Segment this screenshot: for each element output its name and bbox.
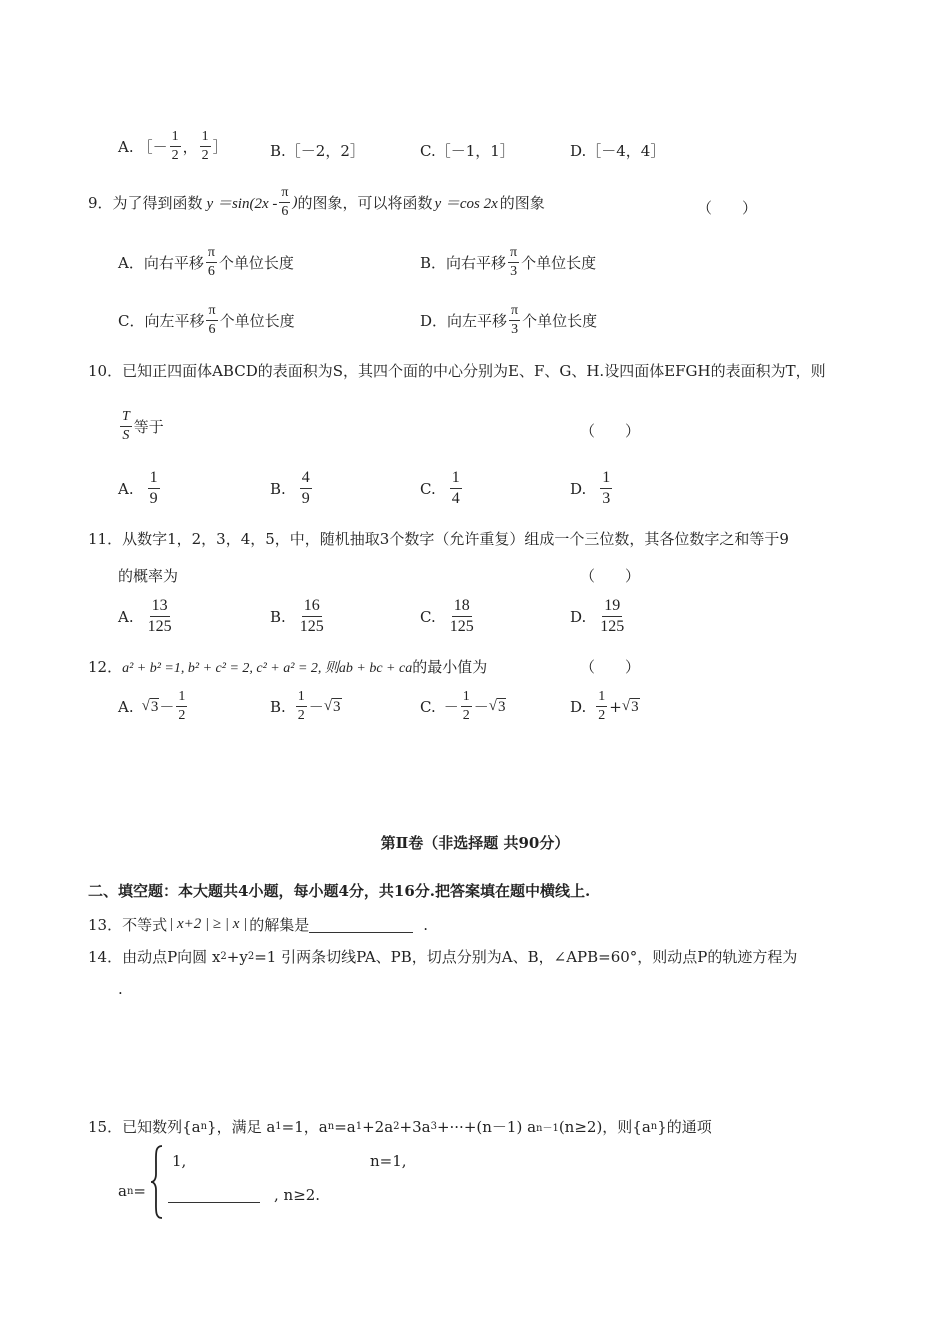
q13-stem: 13．不等式 | x+2 | ≥ | x | 的解集是 . (88, 915, 429, 934)
q9-stem: 9．为了得到函数 y ＝sin(2x - $\frac{\pi}{6}$ ) 的图象，可以将函数 y ＝cos 2x 的图象 (88, 185, 545, 219)
q11-stem-cont: 的概率为 (118, 567, 179, 585)
q10-stem: 10．已知正四面体ABCD的表面积为S，其四个面的中心分别为E、F、G、H.设四面体EFGH的表面积为T，则 (88, 362, 826, 380)
q15-stem: 15．已知数列{a n }，满足 a 1 =1，a n =a 1 +2a 2 +3a 3 +···+(n－1) a n－1 (n≥2)，则{a n }的通项 (88, 1117, 712, 1136)
section-heading: 二、填空题：本大题共4小题，每小题4分，共16分.把答案填在题中横线上. (88, 882, 591, 900)
q8-option-c: C.［－1，1］ (420, 142, 515, 160)
sqrt-icon: √ 3 (141, 698, 159, 715)
q11-option-c: C. $\frac{18}{125}$ (420, 597, 474, 635)
q11-stem: 11．从数字1，2，3，4，5，中，随机抽取3个数字（允许重复）组成一个三位数，其各位数字之和等于9 (88, 530, 789, 548)
q9-option-c: C．向左平移 $\frac{\pi}{6}$ 个单位长度 (118, 303, 295, 337)
q8-a-frac2: $\frac{1}{2}$ (201, 129, 209, 163)
q9-d-frac: $\frac{\pi}{3}$ (511, 303, 519, 337)
q13-answer-blank[interactable] (309, 916, 413, 933)
q10-stem-cont: $\frac{T}{S}$ 等于 (122, 409, 164, 443)
q11-option-d: D. $\frac{19}{125}$ (570, 597, 625, 635)
q9-b-frac: $\frac{\pi}{3}$ (510, 245, 518, 279)
q15-case2: , n≥2. (168, 1186, 320, 1204)
q12-answer-paren: （ ） (580, 658, 641, 676)
q9-option-d: D．向左平移 $\frac{\pi}{3}$ 个单位长度 (420, 303, 598, 337)
q12-option-d: D. $\frac{1}{2}$ + √ 3 (570, 689, 639, 723)
q9-answer-paren: （ ） (697, 199, 758, 217)
q8-option-a: A. ［－ $\frac{1}{2}$ ， $\frac{1}{2}$ ］ (118, 129, 228, 163)
q15-answer-blank[interactable] (168, 1188, 260, 1203)
q9-option-a: A．向右平移 $\frac{\pi}{6}$ 个单位长度 (118, 245, 294, 279)
q8-a-frac1: $\frac{1}{2}$ (171, 129, 179, 163)
section-title: 第Ⅱ卷（非选择题 共90分） (380, 834, 570, 852)
q14-stem: 14．由动点P向圆 x 2 +y 2 =1 引两条切线PA、PB，切点分别为A、B，∠APB=60°，则动点P的轨迹方程为 (88, 947, 798, 966)
q9-option-b: B．向右平移 $\frac{\pi}{3}$ 个单位长度 (420, 245, 597, 279)
q8-option-b: B.［－2，2］ (270, 142, 365, 160)
sqrt-icon: √ 3 (488, 698, 506, 715)
q12-option-b: B. $\frac{1}{2}$ － √ 3 (270, 689, 341, 723)
q12-option-c: C. － $\frac{1}{2}$ － √ 3 (420, 689, 506, 723)
q9-stem-frac: $\frac{\pi}{6}$ (281, 185, 289, 219)
q12-stem: 12． a² + b² =1, b² + c² = 2, c² + a² = 2, 则ab + bc + ca 的最小值为 (88, 658, 488, 676)
q10-option-a: A. $\frac{1}{9}$ (118, 469, 158, 507)
sqrt-icon: √ 3 (323, 698, 341, 715)
q14-end: . (118, 980, 123, 998)
q15-case1-value: 1, (172, 1152, 187, 1170)
q8-option-d: D.［－4，4］ (570, 142, 666, 160)
q10-answer-paren: （ ） (580, 422, 641, 440)
q11-answer-paren: （ ） (580, 567, 641, 585)
q10-ts-frac: $\frac{T}{S}$ (122, 409, 130, 443)
q9-a-frac: $\frac{\pi}{6}$ (207, 245, 215, 279)
q12-option-a: A. √ 3 － $\frac{1}{2}$ (118, 689, 186, 723)
q15-case1-cond: n=1, (370, 1152, 407, 1170)
sqrt-icon: √ 3 (621, 698, 639, 715)
q10-option-b: B. $\frac{4}{9}$ (270, 469, 310, 507)
left-brace-icon (150, 1144, 164, 1220)
q11-option-b: B. $\frac{16}{125}$ (270, 597, 324, 635)
q11-option-a: A. $\frac{13}{125}$ (118, 597, 172, 635)
q15-lhs: a n = (118, 1182, 146, 1200)
q9-c-frac: $\frac{\pi}{6}$ (208, 303, 216, 337)
q10-option-c: C. $\frac{1}{4}$ (420, 469, 460, 507)
q10-option-d: D. $\frac{1}{3}$ (570, 469, 611, 507)
